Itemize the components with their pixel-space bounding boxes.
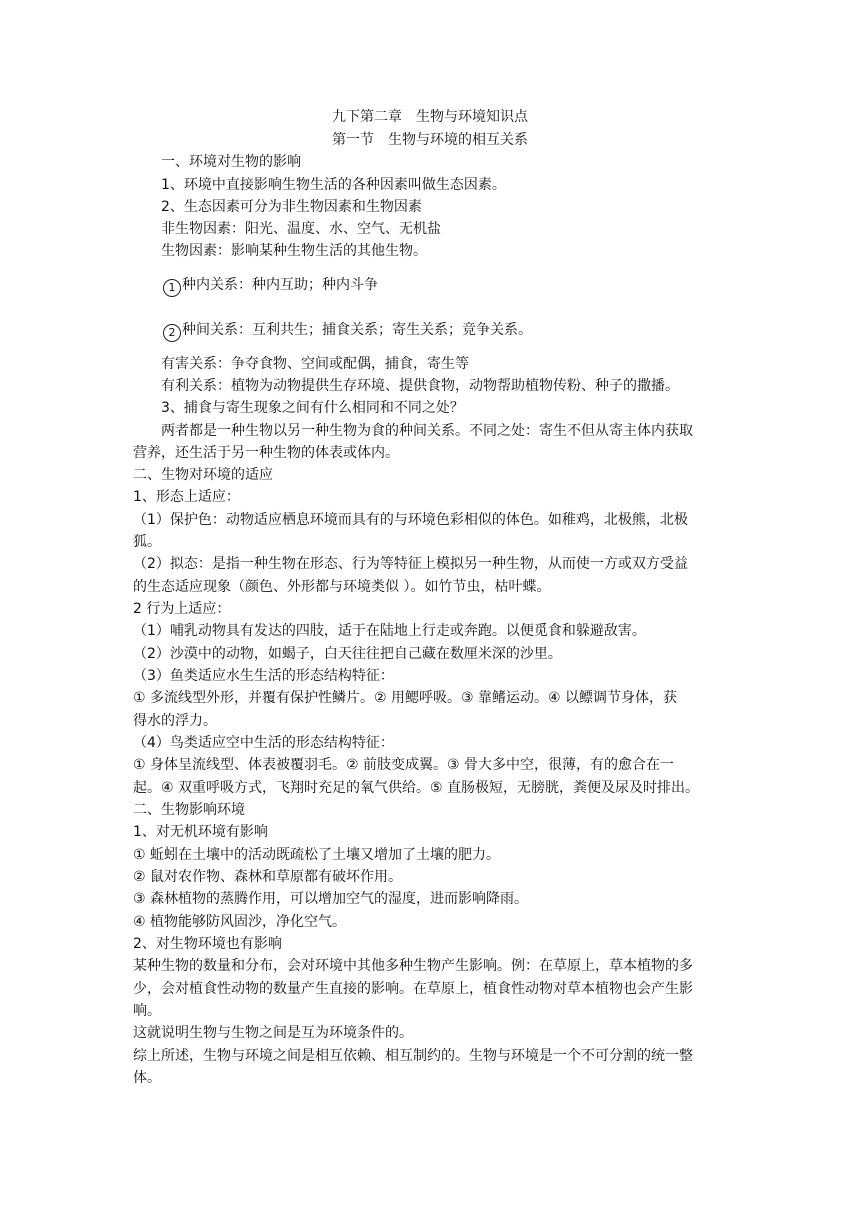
text-line: （1）哺乳动物具有发达的四肢，适于在陆地上行走或奔跑。以便觅食和躲避敌害。 (133, 623, 646, 639)
text-line: 营养，还生活于另一种生物的体表或体内。 (133, 445, 399, 461)
text-line: 综上所述，生物与环境之间是相互依赖、相互制约的。生物与环境是一个不可分割的统一整 (133, 1048, 693, 1064)
list-item-intraspecific (163, 274, 378, 297)
text-line: 的生态适应现象（颜色、外形都与环境类似 ）。如竹节虫，枯叶蝶。 (133, 579, 551, 595)
text-line: 两者都是一种生物以另一种生物为食的种间关系。不同之处：寄生不但从寄主体内获取 (161, 423, 693, 439)
text-line: 非生物因素：阳光、温度、水、空气、无机盐 (161, 221, 441, 237)
text-line: ③ 森林植物的蒸腾作用，可以增加空气的湿度，进而影响降雨。 (133, 891, 528, 907)
circled-number: 1 (163, 279, 181, 297)
document-title: 九下第二章 生物与环境知识点 (332, 109, 528, 125)
text-line: 得水的浮力。 (133, 713, 217, 729)
list-item-interspecific (163, 319, 532, 342)
text-line: 少，会对植食性动物的数量产生直接的影响。在草原上，植食性动物对草本植物也会产生影 (133, 981, 693, 997)
text-line: 响。 (133, 1003, 161, 1019)
text-line: 3、捕食与寄生现象之间有什么相同和不同之处？ (161, 400, 464, 416)
text-line: ① 蚯蚓在土壤中的活动既疏松了土壤又增加了土壤的肥力。 (133, 847, 500, 863)
text-line: ① 多流线型外形，并覆有保护性鳞片。② 用鳃呼吸。③ 靠鳍运动。④ 以鳔调节身体，获 (133, 690, 678, 706)
text-line: 有利关系：植物为动物提供生存环境、提供食物，动物帮助植物传粉、种子的撒播。 (161, 378, 679, 394)
text-line: 生物因素：影响某种生物生活的其他生物。 (161, 243, 427, 259)
text-line: 有害关系：争夺食物、空间或配偶，捕食，寄生等 (161, 356, 469, 372)
text-line: 狐。 (133, 534, 161, 550)
text-line: ① 身体呈流线型、体表被覆羽毛。② 前肢变成翼。③ 骨大多中空，很薄，有的愈合在一 (133, 757, 675, 773)
heading-influence: 二、生物影响环境 (133, 802, 245, 818)
text-line: （4）鸟类适应空中生活的形态结构特征： (133, 735, 394, 751)
text-line: （1）保护色：动物适应栖息环境而具有的与环境色彩相似的体色。如稚鸡，北极熊，北极 (133, 512, 688, 528)
heading-environment-effects: 一、环境对生物的影响 (161, 154, 301, 170)
text-line: （2）沙漠中的动物，如蝎子，白天往往把自己藏在数厘米深的沙里。 (133, 646, 562, 662)
list-item-text: 种间关系：互利共生；捕食关系；寄生关系；竞争关系。 (182, 322, 532, 338)
text-line: 某种生物的数量和分布，会对环境中其他多种生物产生影响。例：在草原上，草本植物的多 (133, 958, 693, 974)
text-line: 2、生态因素可分为非生物因素和生物因素 (161, 199, 422, 215)
text-line: ④ 植物能够防风固沙，净化空气。 (133, 914, 347, 930)
subheading: 1、对无机环境有影响 (133, 824, 268, 840)
subheading: 2、对生物环境也有影响 (133, 936, 282, 952)
heading-adaptation: 二、生物对环境的适应 (133, 467, 273, 483)
subheading: 1、形态上适应： (133, 489, 240, 505)
text-line: 这就说明生物与生物之间是互为环境条件的。 (133, 1025, 413, 1041)
list-item-text: 种内关系：种内互助；种内斗争 (182, 277, 378, 293)
subheading: 2 行为上适应： (133, 601, 231, 617)
text-line: 1、环境中直接影响生物生活的各种因素叫做生态因素。 (161, 177, 506, 193)
text-line: （3）鱼类适应水生生活的形态结构特征： (133, 668, 394, 684)
text-line: 体。 (133, 1070, 161, 1086)
text-line: （2）拟态：是指一种生物在形态、行为等特征上模拟另一种生物，从而使一方或双方受益 (133, 556, 688, 572)
text-line: ② 鼠对农作物、森林和草原都有破坏作用。 (133, 869, 402, 885)
text-line: 起。④ 双重呼吸方式，飞翔时充足的氧气供给。⑤ 直肠极短，无膀胱，粪便及尿及时排出。 (133, 780, 699, 796)
section-title: 第一节 生物与环境的相互关系 (332, 132, 528, 148)
circled-number: 2 (163, 324, 181, 342)
